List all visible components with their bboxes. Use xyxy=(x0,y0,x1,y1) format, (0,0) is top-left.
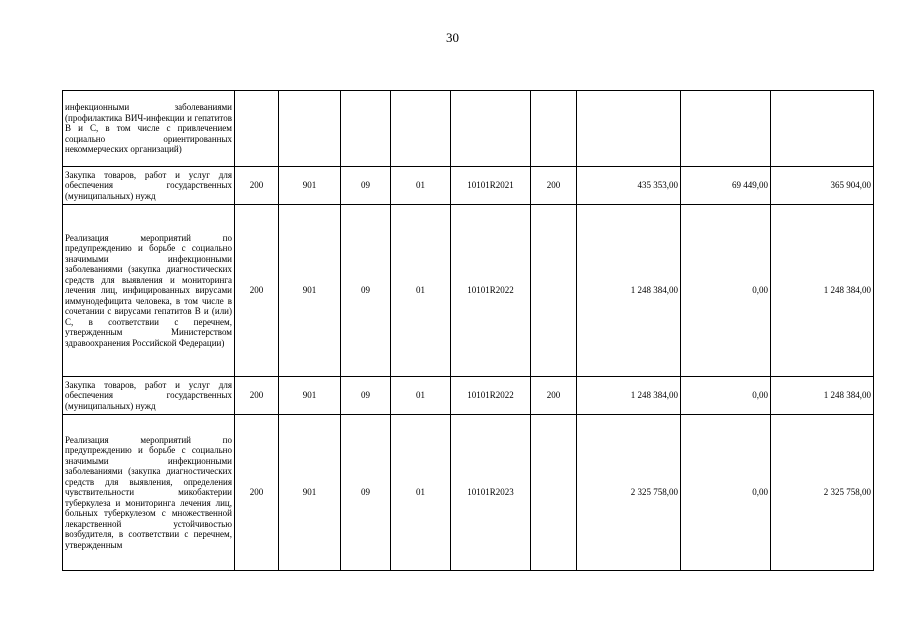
table-row xyxy=(63,205,874,377)
cell-regional: 2 325 758,00 xyxy=(771,415,874,571)
cell-pr: 09 xyxy=(341,415,391,571)
table-row xyxy=(63,167,874,205)
cell-regional xyxy=(771,91,874,167)
cell-federal xyxy=(681,91,771,167)
cell-vr: 200 xyxy=(531,167,577,205)
cell-vr xyxy=(531,205,577,377)
cell-federal: 69 449,00 xyxy=(681,167,771,205)
cell-pr: 09 xyxy=(341,377,391,415)
budget-table xyxy=(62,90,874,571)
page-number: 30 xyxy=(446,30,459,45)
cell-vr xyxy=(531,415,577,571)
cell-vr xyxy=(531,91,577,167)
table-row xyxy=(63,377,874,415)
cell-total: 435 353,00 xyxy=(577,167,681,205)
cell-regional: 365 904,00 xyxy=(771,167,874,205)
cell-pr: 09 xyxy=(341,205,391,377)
cell-total: 1 248 384,00 xyxy=(577,377,681,415)
cell-vr: 200 xyxy=(531,377,577,415)
cell-csr xyxy=(451,91,531,167)
cell-sub: 01 xyxy=(391,415,451,571)
cell-sub xyxy=(391,91,451,167)
cell-federal: 0,00 xyxy=(681,415,771,571)
cell-rz: 200 xyxy=(235,167,279,205)
row-description: Закупка товаров, работ и услуг для обеспечения государственных (муниципальных) нужд xyxy=(63,167,235,205)
row-description: Реализация мероприятий по предупреждению и борьбе с социально значимыми инфекционными заболеваниями (закупка диагностических средств для выявления, определения чувствительности микобактерии туберкулеза и мониторинга лечения лиц, больных туберкулезом с множественной лекарственной устойчивостью возбудителя, в соответствии с перечнем, утвержденным xyxy=(63,415,235,571)
cell-gr: 901 xyxy=(279,415,341,571)
cell-rz xyxy=(235,91,279,167)
cell-regional: 1 248 384,00 xyxy=(771,377,874,415)
cell-rz: 200 xyxy=(235,415,279,571)
cell-sub: 01 xyxy=(391,205,451,377)
cell-csr: 10101R2021 xyxy=(451,167,531,205)
cell-total: 1 248 384,00 xyxy=(577,205,681,377)
cell-sub: 01 xyxy=(391,167,451,205)
cell-gr: 901 xyxy=(279,205,341,377)
cell-gr: 901 xyxy=(279,167,341,205)
cell-total xyxy=(577,91,681,167)
cell-rz: 200 xyxy=(235,205,279,377)
cell-csr: 10101R2022 xyxy=(451,377,531,415)
row-description: Реализация мероприятий по предупреждению и борьбе с социально значимыми инфекционными заболеваниями (закупка диагностических средств для выявления и мониторинга лечения лиц, инфицированных вирусами иммунодефицита человека, в том числе в сочетании с вирусами гепатитов В и (или) С, в соответствии с перечнем, утвержденным Министерством здравоохранения Российской Федерации) xyxy=(63,205,235,377)
cell-sub: 01 xyxy=(391,377,451,415)
row-description: Закупка товаров, работ и услуг для обеспечения государственных (муниципальных) нужд xyxy=(63,377,235,415)
row-description: инфекционными заболеваниями (профилактика ВИЧ-инфекции и гепатитов В и С, в том числе с привлечением социально ориентированных некоммерческих организаций) xyxy=(63,91,235,167)
cell-pr: 09 xyxy=(341,167,391,205)
cell-pr xyxy=(341,91,391,167)
table-row xyxy=(63,415,874,571)
cell-regional: 1 248 384,00 xyxy=(771,205,874,377)
cell-federal: 0,00 xyxy=(681,205,771,377)
cell-gr: 901 xyxy=(279,377,341,415)
cell-csr: 10101R2023 xyxy=(451,415,531,571)
cell-federal: 0,00 xyxy=(681,377,771,415)
cell-csr: 10101R2022 xyxy=(451,205,531,377)
table-row xyxy=(63,91,874,167)
cell-total: 2 325 758,00 xyxy=(577,415,681,571)
cell-rz: 200 xyxy=(235,377,279,415)
cell-gr xyxy=(279,91,341,167)
